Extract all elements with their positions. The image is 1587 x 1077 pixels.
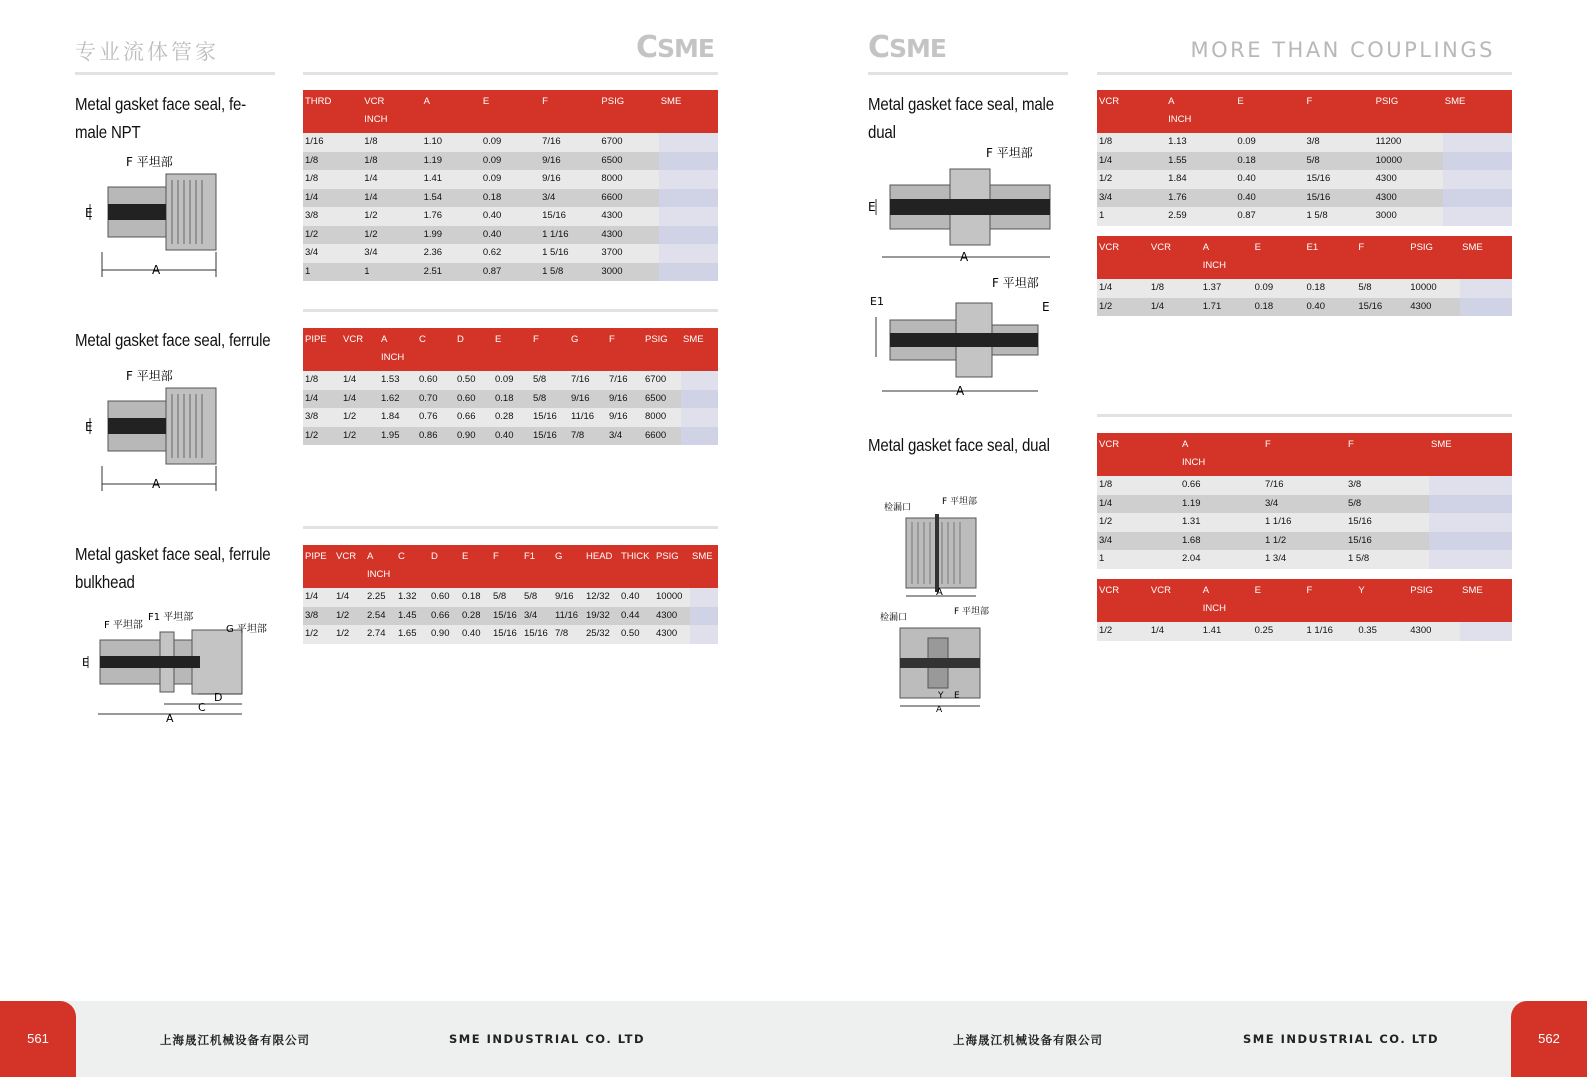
dual-diagram xyxy=(880,494,1010,714)
table-row: 1/2 1/2 1.99 0.40 1 1/16 4300 xyxy=(303,226,718,245)
table-row: 1/8 1.13 0.09 3/8 11200 xyxy=(1097,133,1512,152)
table-row: 1/2 1/4 1.41 0.25 1 1/16 0.35 4300 xyxy=(1097,622,1512,641)
page-number-left: 561 xyxy=(0,1001,76,1077)
section-title-female-npt: Metal gasket face seal, fe- male NPT xyxy=(75,94,247,142)
dim-e-label: E xyxy=(954,691,960,701)
female-npt-diagram xyxy=(80,152,250,282)
table-row: 1/2 1/4 1.71 0.18 0.40 15/16 4300 xyxy=(1097,298,1512,317)
dim-e-label: E xyxy=(85,420,93,434)
flat-f1-label: F1 平坦部 xyxy=(148,612,194,623)
dual-table-1: VCR A INCH F F SME 1/8 0.66 7/16 3/8 1/4 1.19 3/4 5/8 1/2 1.31 1 1/16 15/16 3/4 1.68 1 1/2 15/16 1 2.04 1 3/4 1 5/8 xyxy=(1097,433,1512,569)
table-row: 1/4 1/8 1.37 0.09 0.18 5/8 10000 xyxy=(1097,279,1512,298)
dim-a-label: A xyxy=(960,250,969,264)
page-number-right: 562 xyxy=(1511,1001,1587,1077)
flat-f-label: F 平坦部 xyxy=(954,607,990,617)
ferrule-table: PIPE VCR A INCH C D E F G F PSIG SME 1/8 1/4 1.53 0.60 0.50 0.09 5/8 7/16 7/16 6700 1/4 1/4 1.62 0.70 0.60 0.18 5/8 9/16 9/16 6500 3/8 1/2 1.84 0.76 0.66 0.28 15/16 11/16 9/16 8000 1/2 1/2 1.95 0.86 0.90 0.40 15/16 7/8 3/4 6600 xyxy=(303,328,718,445)
male-dual-table-2: VCR VCR A INCH E E1 F PSIG SME 1/4 1/8 1.37 0.09 0.18 5/8 10000 1/2 1/4 1.71 0.18 0.40 15/16 4300 xyxy=(1097,236,1512,316)
dim-a-label: A xyxy=(152,263,161,277)
sme-logo-left: CSME xyxy=(636,30,714,65)
section-title-ferrule: Metal gasket face seal, ferrule xyxy=(75,330,271,350)
table-row: 1/8 1/4 1.41 0.09 9/16 8000 xyxy=(303,170,718,189)
footer-company-cn: 上海晟江机械设备有限公司 xyxy=(953,1033,1103,1047)
ferrule-bulkhead-table: PIPE VCR A INCH C D E F F1 G HEAD THICK PSIG SME 1/4 1/4 2.25 1.32 0.60 0.18 5/8 5/8 9/16 12/32 0.40 10000 3/8 1/2 2.54 1.45 0.66 0.28 15/16 3/4 11/16 19/32 0.44 4300 1/2 1/2 2.74 1.65 0.90 0.40 15/16 15/16 7/8 25/32 0.50 4300 xyxy=(303,545,718,644)
table-row: 1 1 2.51 0.87 1 5/8 3000 xyxy=(303,263,718,282)
leak-port-label: 检漏口 xyxy=(880,613,908,623)
right-header-slogan: MORE THAN COUPLINGS xyxy=(1190,38,1495,62)
table-row: 1/8 0.66 7/16 3/8 xyxy=(1097,476,1512,495)
section-title-dual: Metal gasket face seal, dual xyxy=(868,435,1050,455)
table-row: 1/2 1.84 0.40 15/16 4300 xyxy=(1097,170,1512,189)
table-row: 1/4 1/4 1.54 0.18 3/4 6600 xyxy=(303,189,718,208)
table-row: 1/2 1.31 1 1/16 15/16 xyxy=(1097,513,1512,532)
table-row: 1/8 1/8 1.19 0.09 9/16 6500 xyxy=(303,152,718,171)
dim-y-label: Y xyxy=(938,691,944,701)
table-row: 3/8 1/2 1.84 0.76 0.66 0.28 15/16 11/16 9/16 8000 xyxy=(303,408,718,427)
section-rule xyxy=(303,526,718,529)
table-row: 1/8 1/4 1.53 0.60 0.50 0.09 5/8 7/16 7/16 6700 xyxy=(303,371,718,390)
flat-f-label: F 平坦部 xyxy=(986,146,1033,160)
dim-d-label: D xyxy=(214,691,223,704)
dim-e-label: E xyxy=(82,656,89,669)
dim-e-label: E xyxy=(1042,300,1050,314)
flat-f-label: F 平坦部 xyxy=(942,497,978,507)
dim-a-label: A xyxy=(956,384,965,398)
flat-f-label: F 平坦部 xyxy=(126,155,173,169)
footer-company-cn: 上海晟江机械设备有限公司 xyxy=(160,1033,310,1047)
flat-f-label: F 平坦部 xyxy=(992,276,1039,290)
table-row: 1/4 1/4 2.25 1.32 0.60 0.18 5/8 5/8 9/16 12/32 0.40 10000 xyxy=(303,588,718,607)
table-row: 1 2.04 1 3/4 1 5/8 xyxy=(1097,550,1512,569)
dim-c-label: C xyxy=(198,701,206,714)
footer-company-en: SME INDUSTRIAL CO. LTD xyxy=(449,1032,646,1046)
header-rule xyxy=(868,72,1068,75)
table-row: 3/4 1.68 1 1/2 15/16 xyxy=(1097,532,1512,551)
table-row: 1/4 1/4 1.62 0.70 0.60 0.18 5/8 9/16 9/16 6500 xyxy=(303,390,718,409)
dim-a-label: A xyxy=(936,705,943,714)
left-header-slogan: 专业流体管家 xyxy=(75,40,219,64)
dim-a-label: A xyxy=(166,712,174,725)
flat-g-label: G 平坦部 xyxy=(226,624,267,635)
footer-company-en: SME INDUSTRIAL CO. LTD xyxy=(1243,1032,1440,1046)
header-rule xyxy=(303,72,718,75)
sme-logo-right: CSME xyxy=(868,30,946,65)
section-rule xyxy=(303,309,718,312)
ferrule-diagram xyxy=(80,366,250,496)
dim-e1-label: E1 xyxy=(870,295,884,308)
table-row: 1/2 1/2 2.74 1.65 0.90 0.40 15/16 15/16 7/8 25/32 0.50 4300 xyxy=(303,625,718,644)
section-title-ferrule-bulkhead: Metal gasket face seal, ferrule bulkhead xyxy=(75,544,271,592)
dim-e-label: E xyxy=(85,206,93,220)
table-row: 3/8 1/2 1.76 0.40 15/16 4300 xyxy=(303,207,718,226)
female-npt-table: THRD VCR INCH A E F PSIG SME 1/16 1/8 1.10 0.09 7/16 6700 1/8 1/8 1.19 0.09 9/16 6500 1/8 1/4 1.41 0.09 9/16 8000 1/4 1/4 1.54 0.18 3/4 6600 3/8 1/2 1.76 0.40 15/16 4300 1/2 1/2 1.99 0.40 1 1/16 4300 3/4 3/4 2.36 0.62 1 5/16 3700 1 1 2.51 0.87 1 5/8 3000 xyxy=(303,90,718,281)
dual-table-2: VCR VCR A INCH E F Y PSIG SME 1/2 1/4 1.41 0.25 1 1/16 0.35 4300 xyxy=(1097,579,1512,641)
leak-port-label: 检漏口 xyxy=(884,503,912,513)
table-row: 1 2.59 0.87 1 5/8 3000 xyxy=(1097,207,1512,226)
table-row: 1/4 1.19 3/4 5/8 xyxy=(1097,495,1512,514)
male-dual-diagram xyxy=(868,145,1068,405)
table-row: 3/4 1.76 0.40 15/16 4300 xyxy=(1097,189,1512,208)
table-row: 1/2 1/2 1.95 0.86 0.90 0.40 15/16 7/8 3/4 6600 xyxy=(303,427,718,446)
section-title-male-dual: Metal gasket face seal, male dual xyxy=(868,94,1054,142)
table-row: 1/4 1.55 0.18 5/8 10000 xyxy=(1097,152,1512,171)
dim-e-label: E xyxy=(868,200,876,214)
table-row: 1/16 1/8 1.10 0.09 7/16 6700 xyxy=(303,133,718,152)
ferrule-bulkhead-diagram xyxy=(78,610,278,730)
male-dual-table-1: VCR A INCH E F PSIG SME 1/8 1.13 0.09 3/8 11200 1/4 1.55 0.18 5/8 10000 1/2 1.84 0.40 15/16 4300 3/4 1.76 0.40 15/16 4300 1 2.59 0.87 1 5/8 3000 xyxy=(1097,90,1512,226)
header-rule xyxy=(1097,72,1512,75)
table-row: 3/4 3/4 2.36 0.62 1 5/16 3700 xyxy=(303,244,718,263)
dim-a-label: A xyxy=(152,477,161,491)
flat-f-label: F 平坦部 xyxy=(104,620,143,631)
table-row: 3/8 1/2 2.54 1.45 0.66 0.28 15/16 3/4 11/16 19/32 0.44 4300 xyxy=(303,607,718,626)
flat-f-label: F 平坦部 xyxy=(126,369,173,383)
dim-a-label: A xyxy=(936,587,943,598)
header-rule xyxy=(75,72,275,75)
section-rule xyxy=(1097,414,1512,417)
